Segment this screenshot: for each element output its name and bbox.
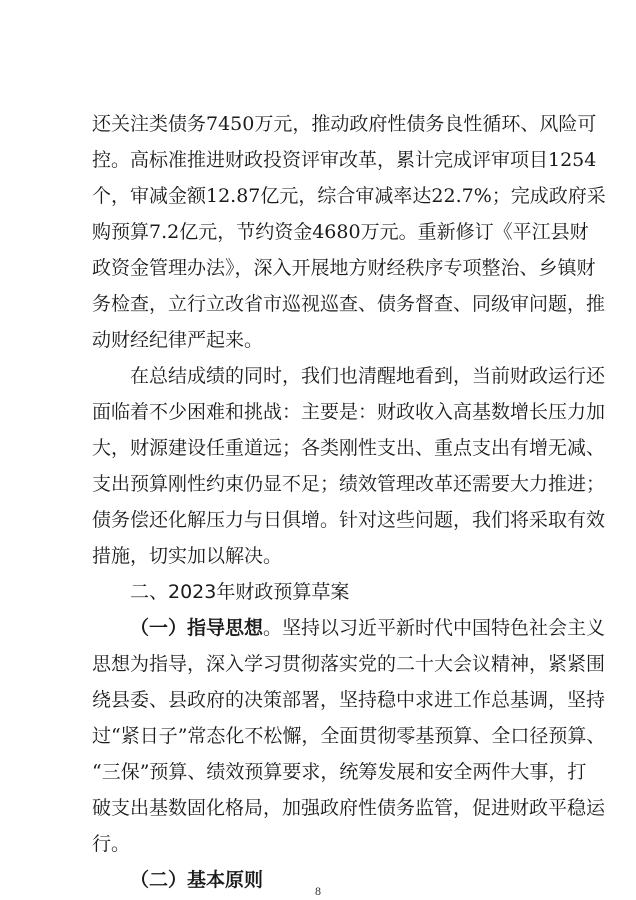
text-line: 债务偿还化解压力与日俱增。针对这些问题，我们将采取有效 xyxy=(92,509,606,531)
text-line: 务检查，立行立改省市巡视巡查、债务督查、同级审问题，推 xyxy=(92,293,606,315)
text-line: 还关注类债务7450万元，推动政府性债务良性循环、风险可 xyxy=(92,113,597,135)
text-line: 支出预算刚性约束仍显不足；绩效管理改革还需要大力推进； xyxy=(92,473,606,495)
text-line: 购预算7.2亿元，节约资金4680万元。重新修订《平江县财 xyxy=(92,221,589,243)
text-line: 大，财源建设任重道远；各类刚性支出、重点支出有增无减、 xyxy=(92,437,606,459)
text-line: “三保”预算、绩效预算要求，统筹发展和安全两件大事，打 xyxy=(92,761,587,783)
text-line: 破支出基数固化格局，加强政府性债务监管，促进财政平稳运 xyxy=(92,797,606,819)
page-number: 8 xyxy=(315,884,321,898)
text-line: 面临着不少困难和挑战：主要是：财政收入高基数增长压力加 xyxy=(92,401,606,423)
subsection-heading: （二）基本原则 xyxy=(130,869,264,891)
text-line: 行。 xyxy=(92,833,131,855)
lead-rest: 。坚持以习近平新时代中国特色社会主义 xyxy=(263,617,606,639)
text-line: 个，审减金额12.87亿元，综合审减率达22.7%；完成政府采 xyxy=(92,185,606,207)
text-line: 在总结成绩的同时，我们也清醒地看到，当前财政运行还 xyxy=(130,365,606,387)
text-line: 思想为指导，深入学习贯彻落实党的二十大会议精神，紧紧围 xyxy=(92,653,606,675)
text-line: 过“紧日子”常态化不松懈，全面贯彻零基预算、全口径预算、 xyxy=(92,725,606,747)
text-line: 绕县委、县政府的决策部署，坚持稳中求进工作总基调，坚持 xyxy=(92,689,606,711)
subsection-lead: （一）指导思想 xyxy=(130,617,264,639)
text-line: 政资金管理办法》，深入开展地方财经秩序专项整治、乡镇财 xyxy=(92,257,596,279)
text-line: 动财经纪律严起来。 xyxy=(92,329,264,351)
text-line: 控。高标准推进财政投资评审改革，累计完成评审项目1254 xyxy=(92,149,597,171)
section-heading: 二、2023年财政预算草案 xyxy=(130,581,350,603)
text-line-lead xyxy=(130,616,606,640)
text-line: 措施，切实加以解决。 xyxy=(92,545,283,567)
